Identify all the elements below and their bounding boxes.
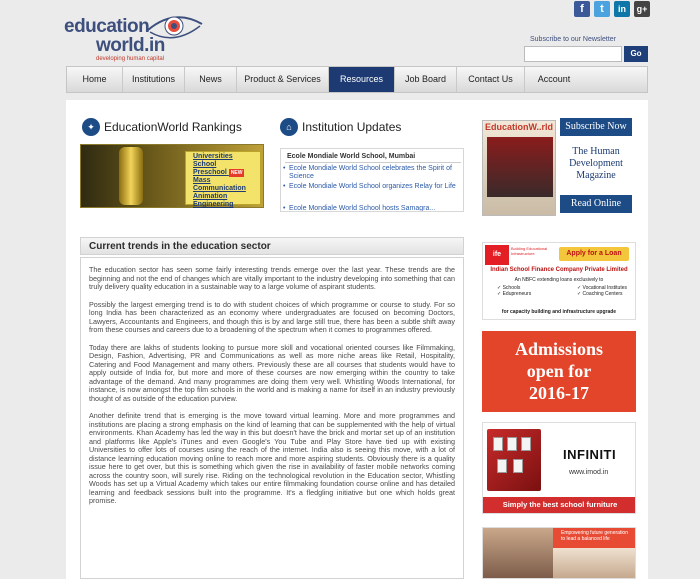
- rankings-title: EducationWorld Rankings: [104, 120, 242, 134]
- loan-ad-tagline: Building Educational Infrastructure: [511, 246, 548, 256]
- loan-target: ✓ Schools: [497, 285, 521, 291]
- institution-updates-box[interactable]: [280, 148, 464, 212]
- admissions-ad[interactable]: [482, 331, 636, 412]
- trophy-icon: [119, 147, 143, 205]
- loan-target: ✓ Coaching Centers: [576, 291, 623, 297]
- loan-ad-col: [497, 285, 531, 297]
- school-ad[interactable]: [482, 527, 636, 579]
- nav-news[interactable]: News: [185, 67, 237, 92]
- school-ad-promo: Empowering future generation to lead a balanced life: [553, 528, 636, 548]
- loan-ad-line: An NBFC extending loans exclusively to: [514, 277, 604, 283]
- magazine-name-line: The Human: [572, 146, 620, 157]
- loan-ad-footer: for capacity building and infrastructure upgrade: [501, 309, 617, 315]
- institution-updates-title: Institution Updates: [302, 120, 402, 134]
- nav-account[interactable]: Account: [537, 74, 571, 84]
- infiniti-ad[interactable]: [482, 422, 636, 514]
- book-icon: [493, 437, 503, 451]
- ranking-link-animation[interactable]: Animation: [193, 193, 228, 200]
- facebook-icon[interactable]: f: [574, 1, 590, 17]
- loan-target: ✓ Vocational Institutes: [576, 285, 627, 291]
- update-link[interactable]: • Ecole Mondiale World School organizes Relay for Life: [289, 183, 459, 191]
- ife-logo: ife: [485, 245, 509, 265]
- ranking-link-engineering[interactable]: Engineering: [193, 201, 234, 208]
- rankings-banner: [80, 144, 264, 208]
- article-title: Current trends in the education sector: [89, 241, 271, 252]
- nav-job-board[interactable]: Job Board: [395, 67, 457, 92]
- logo-text-2: world.in: [96, 35, 165, 56]
- article-body: [80, 257, 464, 579]
- apply-loan-button[interactable]: Apply for a Loan: [559, 247, 629, 261]
- logo-tagline: developing human capital: [96, 56, 165, 62]
- main-nav: [66, 66, 648, 93]
- rankings-icon: ✦: [82, 118, 100, 136]
- site-header: [0, 0, 700, 66]
- article-paragraph: Today there are lakhs of students looking to pursue more skill and vocational oriented courses like Filmmaking, Design, Fashion, Advertising, PR and Communications as well as more niche areas like Retail, Hospitality, Catering and Food Management and many others. Previously these are all courses that students would have to apply outside of India for, but more and more of these courses are now emerging within the country to take advantage of the demand. And many programmes are doing them very well. Whistling Woods International, for instance, is now amongst the top film schools in the world and is making a name for itself in an industry previously thought of as outside of the education purview.: [89, 342, 455, 403]
- loan-target: ✓ Edupreneurs: [497, 291, 532, 297]
- new-badge: NEW: [230, 170, 243, 176]
- divider: [285, 162, 461, 163]
- social-links: [574, 1, 650, 17]
- nav-product-services[interactable]: Product & Services: [237, 67, 329, 92]
- article-paragraph: The education sector has seen some fairly interesting trends emerge over the last year. These trends are the beginning and not the end of changes which are vitally important to the industry developing into something that can truly delivery quality education in a sustainable way to a large volume of aspirant students.: [89, 265, 455, 291]
- book-icon: [507, 437, 517, 451]
- update-link[interactable]: • Ecole Mondiale World School hosts Samagra...: [289, 205, 459, 212]
- infiniti-slogan: Simply the best school furniture: [483, 497, 636, 513]
- loan-ad-columns: [497, 285, 627, 297]
- loan-ad[interactable]: [482, 242, 636, 320]
- newsletter-email-input[interactable]: [524, 46, 622, 62]
- magazine-name-line: Magazine: [576, 170, 616, 181]
- admissions-line-2: open for: [526, 361, 592, 381]
- site-logo[interactable]: [64, 10, 204, 62]
- admissions-line-1: Admissions: [514, 339, 604, 359]
- magazine-cover-title: EducationW..rld: [485, 122, 554, 132]
- loan-ad-col: [577, 285, 627, 297]
- nav-resources[interactable]: Resources: [329, 67, 395, 92]
- google-plus-icon[interactable]: g+: [634, 1, 650, 17]
- institution-name: Ecole Mondiale World School, Mumbai: [287, 153, 416, 160]
- ranking-link-preschool[interactable]: [193, 169, 263, 177]
- main-content: [66, 100, 648, 579]
- students-photo: [553, 548, 636, 579]
- newsletter-go-button[interactable]: Go: [624, 46, 648, 62]
- article-paragraph: Another definite trend that is emerging is the move toward virtual learning. More and more programmes and institutions are placing a strong emphasis on the kind of learning that can be supplemented with the help of virtual environments. Khan Academy has led the way in this but doesn't have the brick and mortar set up of an institution and platforms like Apple's iTunes and even Google's You Tube and Play Store have tied up with existing Universities to offer lots of courses using the reach of the internet. India also is seeing this move, with a lot of distance learning education moving online to reach more and more aspiring students. Obviously there is a quality issue here to get over, but this is something which given the rise in availability of faster mobile networks coming across the country soon, will surely rise. Riding on the technological revolution in the Education sector, Whistling Woods has set up a Virtual Academy which takes our entire filmmaking foundation course online and has detailed learning and feedback sessions built into the programme. It's a fledgling initiative but one which holds great promise.: [89, 411, 455, 505]
- article-paragraph: Possibly the largest emerging trend is to do with student choices of which programme or course to study. For so long India has been characterized as an economy where undergraduates are focused on becoming Doctors, Lawyers, Accountants and Engineers, and though this is by and large still true, there has been a subtle shift away from these courses and careers due to a broadening of the spectrum when it comes to programmes offered.: [89, 299, 455, 334]
- ranking-link-universities[interactable]: Universities: [193, 153, 233, 160]
- magazine-name-line: Development: [569, 158, 623, 169]
- linkedin-icon[interactable]: in: [614, 1, 630, 17]
- update-link[interactable]: • Ecole Mondiale World School celebrates the Spirit of Science: [289, 165, 459, 181]
- institution-icon: ⌂: [280, 118, 298, 136]
- newsletter-label: Subscribe to our Newsletter: [530, 36, 616, 43]
- loan-company-name: Indian School Finance Company Private Limited: [490, 267, 628, 273]
- magazine-cover-image: [487, 137, 553, 197]
- book-icon: [497, 459, 507, 473]
- magazine-name: [560, 146, 632, 182]
- article-header: [80, 237, 464, 255]
- ranking-label-preschool: Preschool: [193, 169, 227, 176]
- subscribe-now-button[interactable]: Subscribe Now: [560, 118, 632, 136]
- admissions-line-3: 2016-17: [529, 383, 589, 403]
- magazine-cover[interactable]: [482, 120, 556, 216]
- ranking-link-school[interactable]: School: [193, 161, 217, 168]
- infiniti-url: www.imod.in: [569, 469, 609, 476]
- nav-home[interactable]: Home: [67, 67, 123, 92]
- ranking-link-mass-communication[interactable]: Mass Communication: [193, 177, 246, 192]
- rankings-list: [193, 153, 263, 209]
- twitter-icon[interactable]: t: [594, 1, 610, 17]
- school-photo: [483, 528, 553, 579]
- book-icon: [521, 437, 531, 451]
- nav-contact-us[interactable]: Contact Us: [457, 67, 525, 92]
- book-icon: [513, 459, 523, 473]
- read-online-button[interactable]: Read Online: [560, 195, 632, 213]
- infiniti-brand: INFINITI: [563, 447, 617, 462]
- nav-institutions[interactable]: Institutions: [123, 67, 185, 92]
- bookshelf-image: [487, 429, 541, 491]
- logo-text-1: education: [64, 16, 150, 37]
